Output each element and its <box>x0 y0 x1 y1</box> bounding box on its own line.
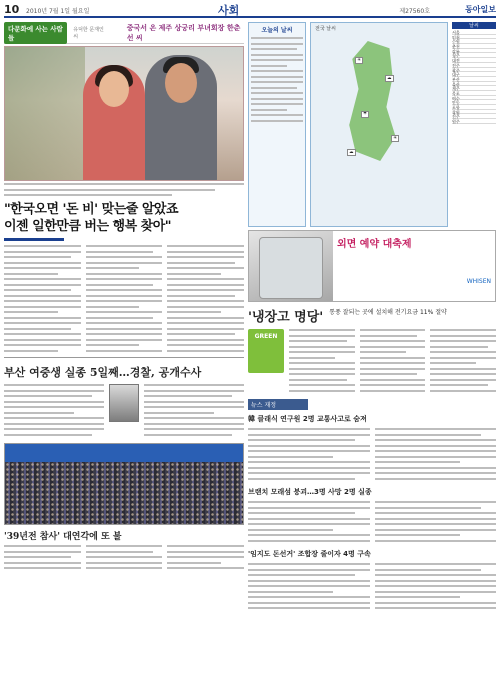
woman-figure <box>83 65 145 181</box>
bottom-headline: '39년전 참사' 대연각에 또 불 <box>4 532 122 542</box>
people-bar <box>4 22 244 44</box>
weather-city: 원주 <box>452 119 460 125</box>
ad-image <box>249 231 333 301</box>
weather-city: 창원 <box>452 109 460 115</box>
weather-city: 여수 <box>452 95 460 101</box>
article-body <box>4 245 244 355</box>
weather-table <box>452 22 496 227</box>
ad-brand: WHISEN <box>466 278 491 285</box>
green-badge: GREEN <box>248 329 284 373</box>
map-title: 전국 날씨 <box>315 26 336 32</box>
weather-city: 울산 <box>452 81 460 87</box>
weather-city: 수원 <box>452 39 460 45</box>
news-headline-1: 韓 클래식 연구원 2명 교통사고로 숨져 <box>248 415 367 423</box>
fridge-header <box>248 306 496 325</box>
ad-banner[interactable] <box>248 230 496 302</box>
weather-text-box <box>248 22 306 227</box>
news-label: 뉴스 재정 <box>248 399 308 410</box>
background-tree <box>5 47 85 181</box>
man-figure <box>145 55 217 181</box>
column-sub: 유덕한 문재인 씨 <box>73 26 104 40</box>
main-story <box>4 22 244 573</box>
headline-rule <box>4 238 64 241</box>
weather-city: 안동 <box>452 100 460 106</box>
photo-caption <box>4 183 244 197</box>
weather-city: 인천 <box>452 34 460 40</box>
crowd-photo <box>4 443 244 525</box>
weather-city: 목포 <box>452 90 460 96</box>
weather-city: 서울 <box>452 30 460 35</box>
news-headline-2: 브랜치 모래섬 붕괴…3명 사망 2명 실종 <box>248 488 372 496</box>
date: 2010년 7월 1일 월요일 <box>26 8 90 15</box>
weather-city: 진주 <box>452 114 460 120</box>
section-title: 사회 <box>218 4 240 17</box>
weather-row <box>452 119 496 124</box>
ad-headline: 외면 예약 대축제 <box>337 239 412 250</box>
paper-name: 동아일보 <box>465 5 496 14</box>
weather-section <box>248 22 496 227</box>
weather-city: 광주 <box>452 67 460 73</box>
fridge-title: '냉장고 명당' <box>248 310 324 325</box>
student-photo <box>109 384 139 422</box>
column-label: 다문화에 사는 사람들 <box>4 22 67 44</box>
weather-title: 오늘의 날씨 <box>261 27 293 34</box>
page-number: 10 <box>4 3 20 16</box>
weather-city: 부산 <box>452 76 460 82</box>
masthead <box>4 2 496 18</box>
weather-city: 대전 <box>452 58 460 64</box>
weather-table-head: 날씨 <box>452 22 496 29</box>
right-column <box>248 22 496 613</box>
weather-city: 제주 <box>452 86 460 92</box>
weather-city: 전주 <box>452 62 460 68</box>
weather-map: 전국 날씨 ☀ ☁ ☂ ☀ ☁ <box>310 22 448 227</box>
weather-city: 춘천 <box>452 44 460 50</box>
issue-number: 제27560호 <box>399 8 430 15</box>
weather-city: 청주 <box>452 53 460 59</box>
weather-city: 대구 <box>452 72 460 78</box>
weather-city: 포항 <box>452 105 460 110</box>
crowd-headline: 부산 여중생 실종 5일째…경찰, 공개수사 <box>4 366 202 379</box>
main-headline: "한국오면 '돈 비' 맞는줄 알았죠 이젠 일한만큼 버는 행복 찾아" <box>4 202 179 234</box>
column-headline: 중국서 온 제주 상궁리 부녀회장 한춘선 씨 <box>126 23 241 42</box>
couple-photo <box>4 46 244 181</box>
fridge-subtitle: 통풍 잘되는 곳에 설치해 전기요금 11% 절약 <box>329 309 447 316</box>
weather-city: 강릉 <box>452 48 460 54</box>
news-headline-3: '임지도 돈선거' 조합장 줄이자 4명 구속 <box>248 550 371 558</box>
korea-map-shape <box>343 41 405 161</box>
